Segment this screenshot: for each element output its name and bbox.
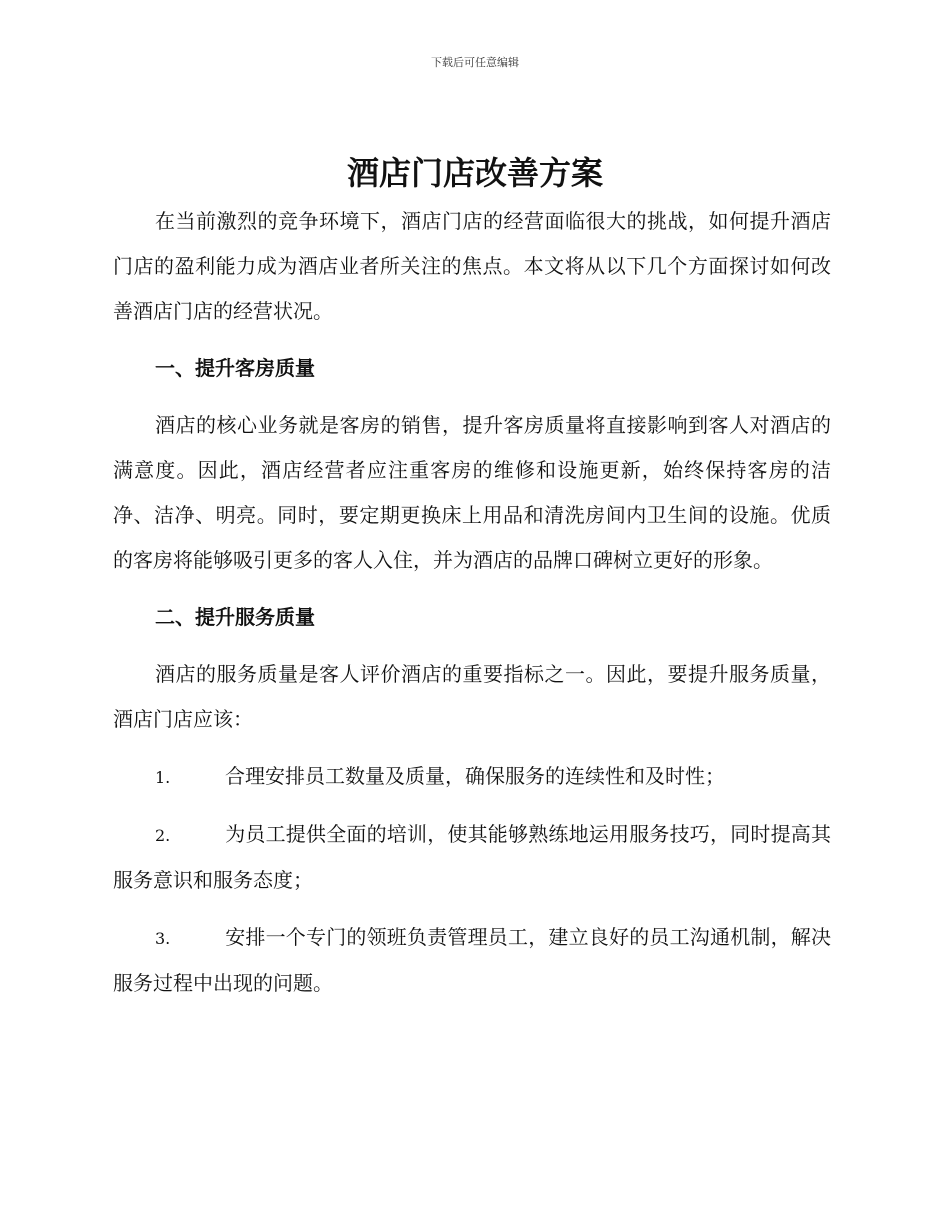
list-item [113,812,831,903]
section-heading-service-quality: 二、提升服务质量 [155,605,315,629]
list-item [113,754,831,800]
intro-paragraph: 在当前激烈的竞争环境下，酒店门店的经营面临很大的挑战，如何提升酒店门店的盈利能力成为酒店业者所关注的焦点。本文将从以下几个方面探讨如何改善酒店门店的经营状况。 [113,209,831,323]
list-item-number: 1. [155,768,171,787]
section-heading-room-quality: 一、提升客房质量 [155,356,315,380]
list-item-text: 为员工提供全面的培训，使其能够熟练地运用服务技巧，同时提高其服务意识和服务态度； [113,822,831,892]
list-item-text: 合理安排员工数量及质量，确保服务的连续性和及时性； [225,764,725,788]
list-item [113,915,831,1006]
list-item-number: 3. [155,929,171,948]
list-item-text: 安排一个专门的领班负责管理员工，建立良好的员工沟通机制，解决服务过程中出现的问题。 [113,925,831,995]
section-paragraph-room-quality: 酒店的核心业务就是客房的销售，提升客房质量将直接影响到客人对酒店的满意度。因此，酒店经营者应注重客房的维修和设施更新，始终保持客房的洁净、洁净、明亮。同时，要定期更换床上用品和清洗房间内卫生间的设施。优质的客房将能够吸引更多的客人入住，并为酒店的品牌口碑树立更好的形象。 [113,413,831,572]
document-title: 酒店门店改善方案 [346,154,603,192]
page-header-note: 下载后可任意编辑 [431,56,519,69]
document-body [113,199,831,1006]
section-paragraph-service-quality: 酒店的服务质量是客人评价酒店的重要指标之一。因此，要提升服务质量，酒店门店应该： [113,662,831,731]
list-item-number: 2. [155,826,171,845]
